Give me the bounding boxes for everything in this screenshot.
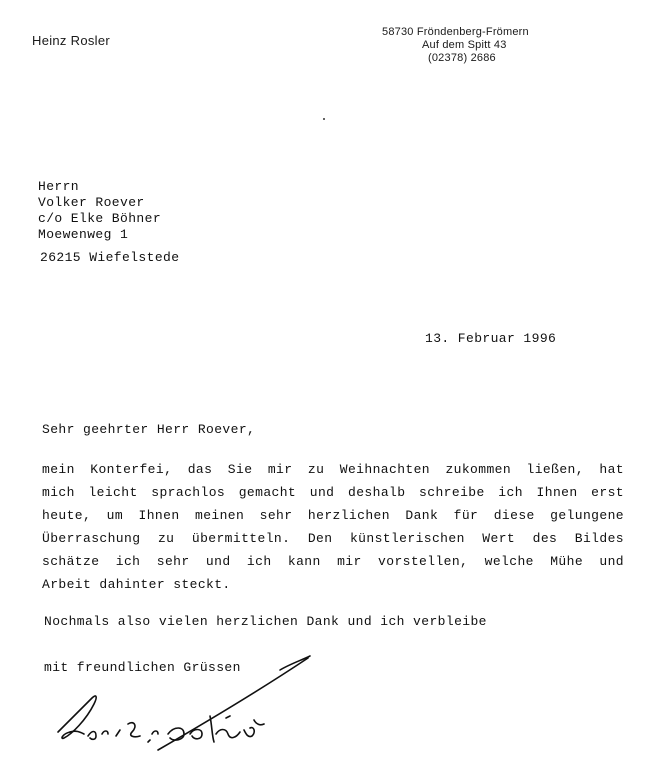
recipient-address [38,179,161,243]
recipient-street: Moewenweg 1 [38,227,129,242]
recipient-salutation-line: Herrn [38,179,80,194]
body-line: heute, um Ihnen meinen sehr herzlichen Dank für diese gelungene [42,508,624,523]
recipient-name: Volker Roever [38,195,145,210]
body-line: mein Konterfei, das Sie mir zu Weihnachten zukommen ließen, hat [42,462,624,477]
body-line: Arbeit dahinter steckt. [42,577,231,592]
sender-phone: (02378) 2686 [428,52,496,64]
recipient-care-of: c/o Elke Böhner [38,211,162,226]
letter-body [42,458,624,596]
letter-date: 13. Februar 1996 [425,331,557,346]
sender-address-street-city: 58730 Fröndenberg-Frömern [382,26,529,38]
paper-speck [323,118,325,120]
body-line: Überraschung zu übermitteln. Den künstlerischen Wert des Bildes [42,531,624,546]
body-line: mich leicht sprachlos gemacht und deshalb schreibe ich Ihnen erst [42,485,624,500]
sender-address [382,26,529,65]
salutation: Sehr geehrter Herr Roever, [42,422,256,437]
sign-off: mit freundlichen Grüssen [44,660,241,675]
handwritten-signature [40,650,330,760]
body-line: schätze ich sehr und ich kann mir vorstellen, welche Mühe und [42,554,624,569]
sender-address-street: Auf dem Spitt 43 [422,39,507,51]
recipient-city: 26215 Wiefelstede [40,250,180,265]
sender-name: Heinz Rosler [32,33,111,48]
closing-sentence: Nochmals also vielen herzlichen Dank und ich verbleibe [44,614,487,629]
